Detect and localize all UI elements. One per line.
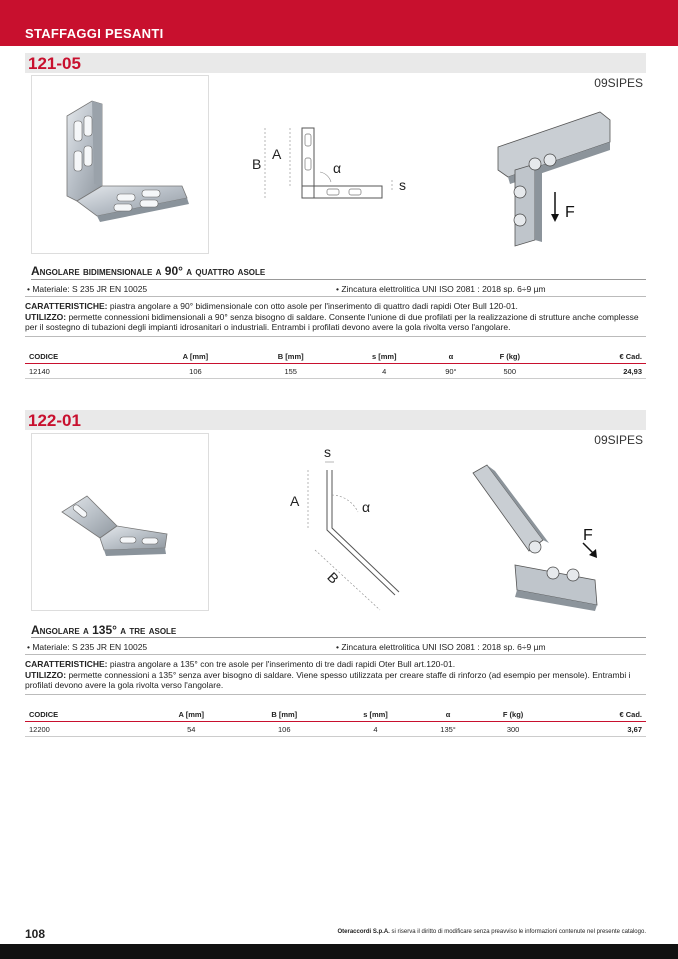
divider (25, 654, 646, 655)
divider (31, 279, 646, 280)
force-label: F (583, 527, 593, 544)
finish-spec: • Zincatura elettrolitica UNI ISO 2081 : 2018 sp. 6÷9 µm (336, 642, 546, 652)
col-code: CODICE (25, 708, 145, 722)
divider (25, 336, 646, 337)
product-code-bar (25, 410, 646, 430)
product-photo (31, 75, 209, 254)
cell-alpha: 90° (430, 364, 472, 379)
technical-drawing-135 (280, 440, 420, 620)
col-force: F (kg) (476, 708, 550, 722)
cell-force: 300 (476, 722, 550, 737)
product-code-bar (25, 53, 646, 73)
col-s: s [mm] (331, 708, 420, 722)
bracket-90-photo (32, 76, 208, 253)
col-b: B [mm] (243, 350, 339, 364)
table-header-row (25, 350, 646, 364)
footer-note-text: si riserva il diritto di modificare senza preavviso le informazioni contenute nel presente catalogo. (389, 929, 646, 935)
use-text: permette connessioni bidimensionali a 90° senza bisogno di saldare. Consente l'unione di due profilati per la realizzazione di strutture anche complesse per il sostegno di tubazioni degli impianti idrosanitari o industriali. Entrambi i profilati devono avere la gola rivolta verso l'angolare. (25, 311, 639, 332)
col-force: F (kg) (472, 350, 548, 364)
use-label: UTILIZZO: (25, 669, 67, 680)
cell-price: 3,67 (550, 722, 646, 737)
page-number: 108 (25, 927, 46, 941)
spec-table (25, 708, 646, 737)
features-label: CARATTERISTICHE: (25, 659, 108, 669)
bracket-135-photo (32, 434, 208, 610)
cell-a: 54 (145, 722, 237, 737)
product-description (25, 301, 649, 333)
features-text: piastra angolare a 135° con tre asole per l'inserimento di tre dadi rapidi Oter Bull art.120-01. (107, 659, 456, 669)
product-code: 122-01 (28, 411, 81, 430)
cell-code: 12200 (25, 722, 145, 737)
table-row (25, 722, 646, 737)
thickness-s-label: s (399, 177, 406, 193)
thickness-s-label: s (324, 444, 331, 460)
technical-drawing-90 (245, 120, 420, 220)
footer-bar (0, 944, 678, 959)
footer-company: Oteraccordi S.p.A. (337, 929, 390, 935)
cell-alpha: 135° (420, 722, 476, 737)
material-spec: • Materiale: S 235 JR EN 10025 (27, 284, 148, 294)
col-b: B [mm] (238, 708, 332, 722)
cell-b: 106 (238, 722, 332, 737)
dimension-b-label: B (252, 156, 262, 172)
finish-spec: • Zincatura elettrolitica UNI ISO 2081 : 2018 sp. 6÷9 µm (336, 284, 546, 294)
col-a: A [mm] (148, 350, 243, 364)
cell-code: 12140 (25, 364, 148, 379)
angle-alpha-label: α (362, 499, 371, 515)
use-label: UTILIZZO: (25, 311, 67, 322)
dimension-a-label: A (272, 146, 282, 162)
cell-a: 106 (148, 364, 243, 379)
col-s: s [mm] (339, 350, 430, 364)
brand-label: 09SIPES (594, 76, 643, 90)
dimension-b-label: B (324, 568, 343, 587)
product-title: Angolare a 135° a tre asole (31, 623, 177, 637)
cell-b: 155 (243, 364, 339, 379)
divider (25, 296, 646, 297)
page-header (0, 0, 678, 46)
assembly-illustration-90 (480, 92, 645, 257)
cell-s: 4 (331, 722, 420, 737)
cell-price: 24,93 (548, 364, 646, 379)
divider (31, 637, 646, 638)
table-header-row (25, 708, 646, 722)
brand-label: 09SIPES (594, 433, 643, 447)
cell-force: 500 (472, 364, 548, 379)
assembly-illustration-135 (465, 455, 645, 615)
product-code: 121-05 (28, 54, 81, 73)
product-description (25, 659, 649, 691)
col-alpha: α (430, 350, 472, 364)
col-code: CODICE (25, 350, 148, 364)
features-text: piastra angolare a 90° bidimensionale con otto asole per l'inserimento di quattro dadi rapidi Oter Bull 120-01. (107, 301, 518, 311)
product-photo (31, 433, 209, 611)
angle-alpha-label: α (333, 160, 342, 176)
divider (25, 694, 646, 695)
product-title: Angolare bidimensionale a 90° a quattro asole (31, 264, 266, 278)
table-row (25, 364, 646, 379)
col-price: € Cad. (550, 708, 646, 722)
spec-table (25, 350, 646, 379)
footer-disclaimer (338, 929, 647, 935)
col-price: € Cad. (548, 350, 646, 364)
col-alpha: α (420, 708, 476, 722)
features-label: CARATTERISTICHE: (25, 301, 108, 311)
col-a: A [mm] (145, 708, 237, 722)
force-label: F (565, 204, 575, 221)
dimension-a-label: A (290, 493, 300, 509)
section-title: STAFFAGGI PESANTI (25, 26, 164, 41)
material-spec: • Materiale: S 235 JR EN 10025 (27, 642, 148, 652)
use-text: permette connessioni a 135° senza aver bisogno di saldare. Viene spesso utilizzata per creare staffe di rinforzo (ad esempio per mensole). Entrambi i profilati devono avere la gola rivolta verso l'angolare. (25, 669, 631, 690)
cell-s: 4 (339, 364, 430, 379)
